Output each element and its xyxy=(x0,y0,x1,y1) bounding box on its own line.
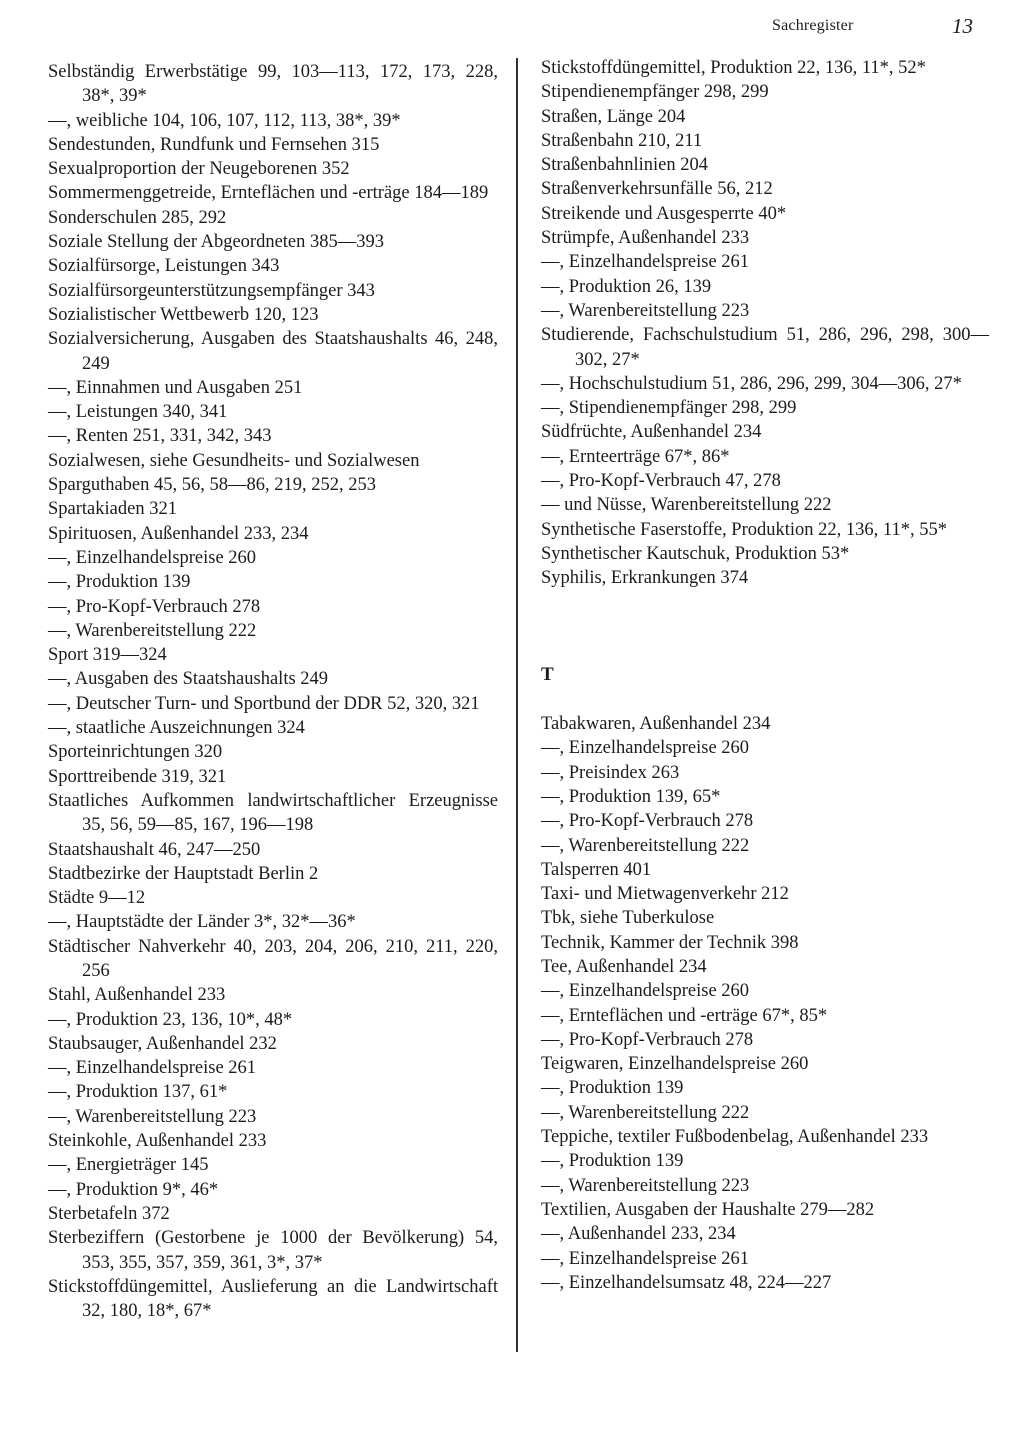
section-spacer xyxy=(541,639,989,663)
index-entry: Sendestunden, Rundfunk und Fernsehen 315 xyxy=(48,134,380,155)
section-spacer xyxy=(541,591,989,615)
index-entry: Tabakwaren, Außenhandel 234 xyxy=(541,714,771,735)
index-entry: —, Hochschulstudium 51, 286, 296, 299, 304—306, 27* xyxy=(541,373,962,394)
index-entry: —, weibliche 104, 106, 107, 112, 113, 38*, 39* xyxy=(48,110,401,131)
index-entry: —, Produktion 137, 61* xyxy=(48,1082,228,1103)
index-entry: Stahl, Außenhandel 233 xyxy=(48,985,226,1006)
right-column-t-entries xyxy=(541,712,989,1295)
section-spacer xyxy=(541,615,989,639)
index-entry: —, Einzelhandelspreise 261 xyxy=(541,252,750,273)
index-entry: Städtischer Nahverkehr 40, 203, 204, 206, 210, 211, 220, 256 xyxy=(48,936,498,981)
index-entry: Staatliches Aufkommen landwirtschaftlicher Erzeugnisse 35, 56, 59—85, 167, 196—198 xyxy=(48,790,498,836)
index-entry: —, Einzelhandelsumsatz 48, 224—227 xyxy=(541,1272,832,1293)
right-column-s-entries xyxy=(541,56,989,591)
index-entry: Sexualproportion der Neugeborenen 352 xyxy=(48,159,350,180)
index-entry: —, Produktion 23, 136, 10*, 48* xyxy=(48,1009,293,1030)
index-entry: —, Einzelhandelspreise 260 xyxy=(541,738,750,759)
index-entry: Stickstoffdüngemittel, Auslieferung an die Landwirtschaft 32, 180, 18*, 67* xyxy=(48,1276,498,1322)
index-entry: Sonderschulen 285, 292 xyxy=(48,207,227,228)
index-entry: Syphilis, Erkrankungen 374 xyxy=(541,568,749,589)
index-entry: Spartakiaden 321 xyxy=(48,499,177,520)
index-entry: Stipendienempfänger 298, 299 xyxy=(541,82,769,103)
section-letter: T xyxy=(541,664,554,686)
index-entry: —, Pro-Kopf-Verbrauch 278 xyxy=(541,1029,754,1050)
index-entry: —, Einzelhandelspreise 261 xyxy=(48,1058,257,1079)
index-entry: —, Außenhandel 233, 234 xyxy=(541,1224,736,1245)
index-entry: Spirituosen, Außenhandel 233, 234 xyxy=(48,523,309,544)
index-entry: —, Ernteflächen und -erträge 67*, 85* xyxy=(541,1005,828,1026)
index-entry: Straßen, Länge 204 xyxy=(541,106,686,127)
index-entry: Sporttreibende 319, 321 xyxy=(48,766,227,787)
index-entry: Straßenbahn 210, 211 xyxy=(541,130,703,151)
left-column xyxy=(48,60,498,1323)
index-entry: Sozialfürsorgeunterstützungsempfänger 343 xyxy=(48,280,375,301)
index-entry: Sozialversicherung, Ausgaben des Staatshaushalts 46, 248, 249 xyxy=(48,329,498,374)
index-entry: Südfrüchte, Außenhandel 234 xyxy=(541,422,762,443)
index-entry: Sterbetafeln 372 xyxy=(48,1203,170,1224)
index-entry: —, Produktion 26, 139 xyxy=(541,276,712,297)
page-number: 13 xyxy=(952,14,973,38)
index-entry: —, Preisindex 263 xyxy=(541,762,680,783)
column-divider xyxy=(516,58,518,1352)
index-entry: —, Deutscher Turn- und Sportbund der DDR 52, 320, 321 xyxy=(48,693,480,714)
index-entry: —, Warenbereitstellung 222 xyxy=(48,620,257,641)
index-entry: Teigwaren, Einzelhandelspreise 260 xyxy=(541,1054,809,1075)
index-entry: — und Nüsse, Warenbereitstellung 222 xyxy=(541,495,832,516)
index-entry: —, Warenbereitstellung 223 xyxy=(541,300,750,321)
index-entry: —, Warenbereitstellung 223 xyxy=(541,1175,750,1196)
index-entry: —, Produktion 139 xyxy=(541,1078,684,1099)
index-entry: —, Einzelhandelspreise 260 xyxy=(541,981,750,1002)
index-entry: —, Renten 251, 331, 342, 343 xyxy=(48,426,272,447)
index-entry: Technik, Kammer der Technik 398 xyxy=(541,932,799,953)
section-spacer xyxy=(541,688,989,712)
index-entry: Sozialwesen, siehe Gesundheits- und Sozialwesen xyxy=(48,450,420,471)
index-entry: —, Produktion 9*, 46* xyxy=(48,1179,219,1200)
index-entry: —, Produktion 139, 65* xyxy=(541,786,721,807)
index-entry: —, Einzelhandelspreise 260 xyxy=(48,547,257,568)
index-entry: Staatshaushalt 46, 247—250 xyxy=(48,839,261,860)
index-entry: Sommermenggetreide, Ernteflächen und -erträge 184—189 xyxy=(48,183,489,204)
index-entry: —, Einnahmen und Ausgaben 251 xyxy=(48,377,303,398)
index-entry: —, Pro-Kopf-Verbrauch 278 xyxy=(541,811,754,832)
index-entry: —, Stipendienempfänger 298, 299 xyxy=(541,398,797,419)
index-entry: Taxi- und Mietwagenverkehr 212 xyxy=(541,884,789,905)
index-entry: —, Ernteerträge 67*, 86* xyxy=(541,446,730,467)
index-entry: —, Hauptstädte der Länder 3*, 32*—36* xyxy=(48,912,356,933)
index-entry: —, Pro-Kopf-Verbrauch 47, 278 xyxy=(541,471,781,492)
index-entry: —, Ausgaben des Staatshaushalts 249 xyxy=(48,669,329,690)
index-entry: —, Energieträger 145 xyxy=(48,1155,209,1176)
index-entry: Stickstoffdüngemittel, Produktion 22, 136, 11*, 52* xyxy=(541,58,926,78)
index-entry: Streikende und Ausgesperrte 40* xyxy=(541,203,787,224)
index-entry: Selbständig Erwerbstätige 99, 103—113, 172, 173, 228, 38*, 39* xyxy=(48,62,498,107)
index-entry: —, Warenbereitstellung 223 xyxy=(48,1106,257,1127)
index-entry: Studierende, Fachschulstudium 51, 286, 296, 298, 300—302, 27* xyxy=(541,325,989,370)
index-entry: —, Pro-Kopf-Verbrauch 278 xyxy=(48,596,261,617)
index-entry: Straßenbahnlinien 204 xyxy=(541,155,708,176)
index-entry: Städte 9—12 xyxy=(48,888,146,909)
index-entry: Talsperren 401 xyxy=(541,859,652,880)
index-entry: —, Einzelhandelspreise 261 xyxy=(541,1248,750,1269)
index-entry: Sozialistischer Wettbewerb 120, 123 xyxy=(48,304,319,325)
index-entry: —, Produktion 139 xyxy=(541,1151,684,1172)
index-entry: Sporteinrichtungen 320 xyxy=(48,742,223,763)
index-entry: Sparguthaben 45, 56, 58—86, 219, 252, 253 xyxy=(48,475,377,496)
index-entry: Sport 319—324 xyxy=(48,645,167,666)
index-entry: Sozialfürsorge, Leistungen 343 xyxy=(48,256,280,277)
index-entry: Teppiche, textiler Fußbodenbelag, Außenhandel 233 xyxy=(541,1127,929,1148)
index-entry: —, Leistungen 340, 341 xyxy=(48,402,228,423)
index-entry: —, Produktion 139 xyxy=(48,572,191,593)
index-entry: —, staatliche Auszeichnungen 324 xyxy=(48,718,305,739)
index-entry: Straßenverkehrsunfälle 56, 212 xyxy=(541,179,773,200)
index-entry: —, Warenbereitstellung 222 xyxy=(541,1102,750,1123)
index-entry: Textilien, Ausgaben der Haushalte 279—282 xyxy=(541,1199,875,1220)
index-entry: Strümpfe, Außenhandel 233 xyxy=(541,228,750,249)
index-entry: Synthetischer Kautschuk, Produktion 53* xyxy=(541,543,850,564)
index-entry: Staubsauger, Außenhandel 232 xyxy=(48,1033,277,1054)
index-entry: Soziale Stellung der Abgeordneten 385—393 xyxy=(48,232,385,253)
index-entry: —, Warenbereitstellung 222 xyxy=(541,835,750,856)
index-entry: Stadtbezirke der Hauptstadt Berlin 2 xyxy=(48,863,319,884)
right-column xyxy=(541,56,989,1295)
index-entry: Sterbeziffern (Gestorbene je 1000 der Bevölkerung) 54, 353, 355, 357, 359, 361, 3*, 37* xyxy=(48,1228,498,1273)
running-header-title: Sachregister xyxy=(772,17,854,34)
index-entry: Tee, Außenhandel 234 xyxy=(541,956,707,977)
index-entry: Synthetische Faserstoffe, Produktion 22, 136, 11*, 55* xyxy=(541,519,947,540)
index-entry: Steinkohle, Außenhandel 233 xyxy=(48,1131,267,1152)
index-entry: Tbk, siehe Tuberkulose xyxy=(541,908,715,929)
